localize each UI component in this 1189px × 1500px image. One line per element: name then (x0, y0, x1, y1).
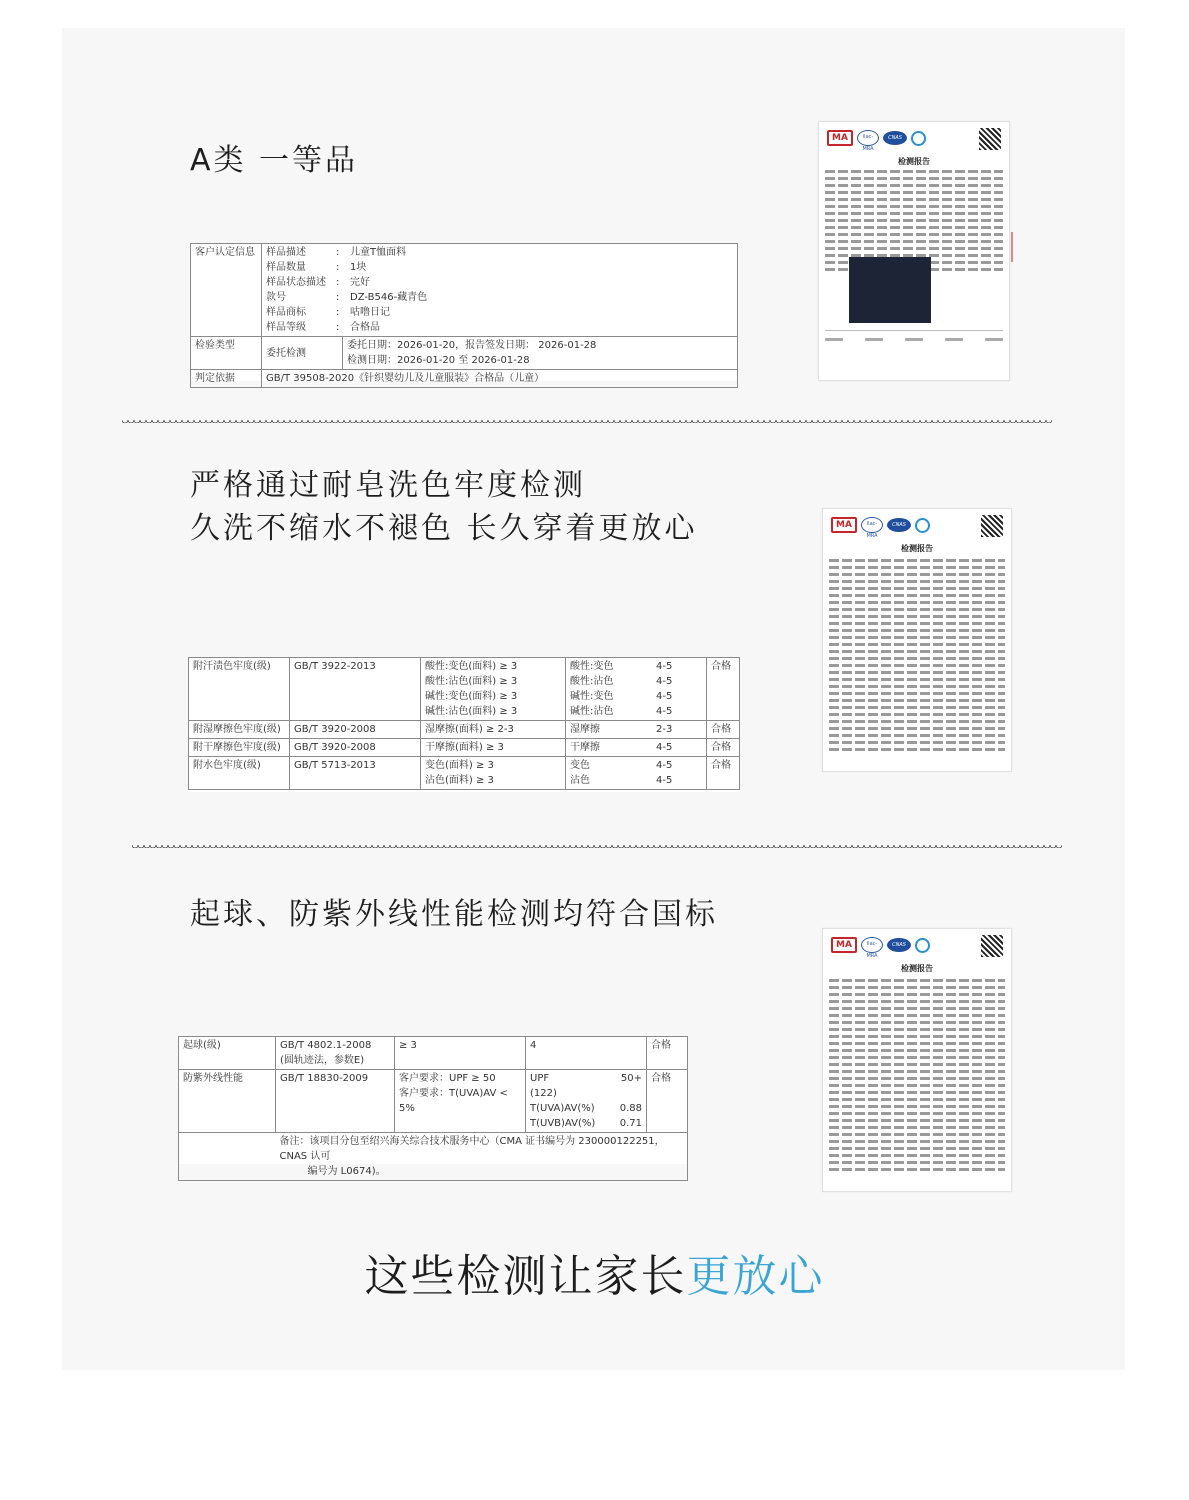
red-stamp-mark (1011, 232, 1013, 262)
sample-info-table (190, 243, 738, 384)
report-title: 检测报告 (901, 964, 933, 973)
section2-heading-line2: 久洗不缩水不褪色 长久穿着更放心 (190, 511, 698, 546)
inspection-type-value: 委托检测 (262, 337, 343, 370)
seal-logo-icon (915, 518, 930, 533)
inspection-dates: 委托日期：2026-01-20，报告签发日期： 2026-01-28 检测日期：2026-01-20 至 2026-01-28 (343, 337, 738, 370)
section1-heading: A类 一等品 (190, 143, 359, 178)
cma-logo-icon: MA (827, 130, 853, 146)
sample-info-cell: 样品描述 : 儿童T恤面料 样品数量 : 1块 样品状态描述 : 完好 款号 : DZ-B546-藏青色 样品商标 : 咕噜日记 样品等级 : 合格品 (262, 244, 738, 337)
table-row (179, 1133, 688, 1181)
table-row: 附水色牢度(级) GB/T 5713-2013 变色(面料) ≥ 3 沾色(面料) ≥ 3 变色 沾色 4-5 4-5 合格 (189, 757, 740, 790)
cnas-logo-icon: CNAS (887, 938, 911, 952)
basis-label: 判定依据 (191, 370, 262, 388)
note-line2: 编号为 L0674)。 (307, 1166, 386, 1177)
qr-code-icon (979, 128, 1001, 150)
divider-2 (132, 845, 1062, 853)
note-line1: 备注：该项目分包至绍兴海关综合技术服务中心（CMA 证书编号为 230000122251，CNAS 认可 (279, 1136, 665, 1162)
section3-heading: 起球、防紫外线性能检测均符合国标 (190, 897, 718, 932)
report-thumbnail-3 (822, 928, 1012, 1192)
closing-slogan (0, 1240, 1189, 1304)
fabric-sample-photo (849, 257, 931, 323)
basis-value: GB/T 39508-2020《针织婴幼儿及儿童服装》合格品（儿童） (262, 370, 738, 388)
table-row: 附湿摩擦色牢度(级) GB/T 3920-2008 湿摩擦(面料) ≥ 2-3 湿摩擦 2-3 合格 (189, 721, 740, 739)
cnas-logo-icon: CNAS (887, 518, 911, 532)
report-thumbnail-1 (818, 121, 1010, 381)
table-row: 附干摩擦色牢度(级) GB/T 3920-2008 干摩擦(面料) ≥ 3 干摩擦 4-5 合格 (189, 739, 740, 757)
closing-prefix: 这些检测让家长 (364, 1251, 687, 1302)
ilac-logo-icon: ilac-MRA (861, 517, 883, 533)
pilling-uv-table (178, 1036, 688, 1177)
seal-logo-icon (915, 938, 930, 953)
table-row: 起球(级) GB/T 4802.1-2008 (圆轨迹法，参数E) ≥ 3 4 合格 (179, 1037, 688, 1070)
section2-heading-line1: 严格通过耐皂洗色牢度检测 (190, 468, 586, 503)
table-row: 附汗渍色牢度(级) GB/T 3922-2013 酸性:变色(面料) ≥ 3 酸性:沾色(面料) ≥ 3 碱性:变色(面料) ≥ 3 碱性:沾色(面料) ≥ 3 酸性:变色 酸性:沾色 碱性:变色 碱性:沾色 4-5 4-5 4-5 4-5 合格 (189, 658, 740, 721)
divider-1 (122, 420, 1052, 428)
cma-logo-icon: MA (831, 517, 857, 533)
qr-code-icon (981, 935, 1003, 957)
inspection-type-label: 检验类型 (191, 337, 262, 370)
report-title: 检测报告 (901, 544, 933, 553)
ilac-logo-icon: ilac-MRA (857, 130, 879, 146)
color-fastness-table (188, 657, 740, 792)
cnas-logo-icon: CNAS (883, 131, 907, 145)
cma-logo-icon: MA (831, 937, 857, 953)
ilac-logo-icon: ilac-MRA (861, 937, 883, 953)
report-title: 检测报告 (898, 157, 930, 166)
qr-code-icon (981, 515, 1003, 537)
client-info-label: 客户认定信息 (191, 244, 262, 337)
table-row: 防紫外线性能 GB/T 18830-2009 客户要求：UPF ≥ 50 客户要求：T(UVA)AV < 5% UPF 50+ (122) T(UVA)AV(%) 0.88 T(UVB)AV(%) 0.71 合格 (179, 1070, 688, 1133)
seal-logo-icon (911, 131, 926, 146)
report-thumbnail-2 (822, 508, 1012, 772)
closing-highlight: 更放心 (686, 1251, 825, 1302)
